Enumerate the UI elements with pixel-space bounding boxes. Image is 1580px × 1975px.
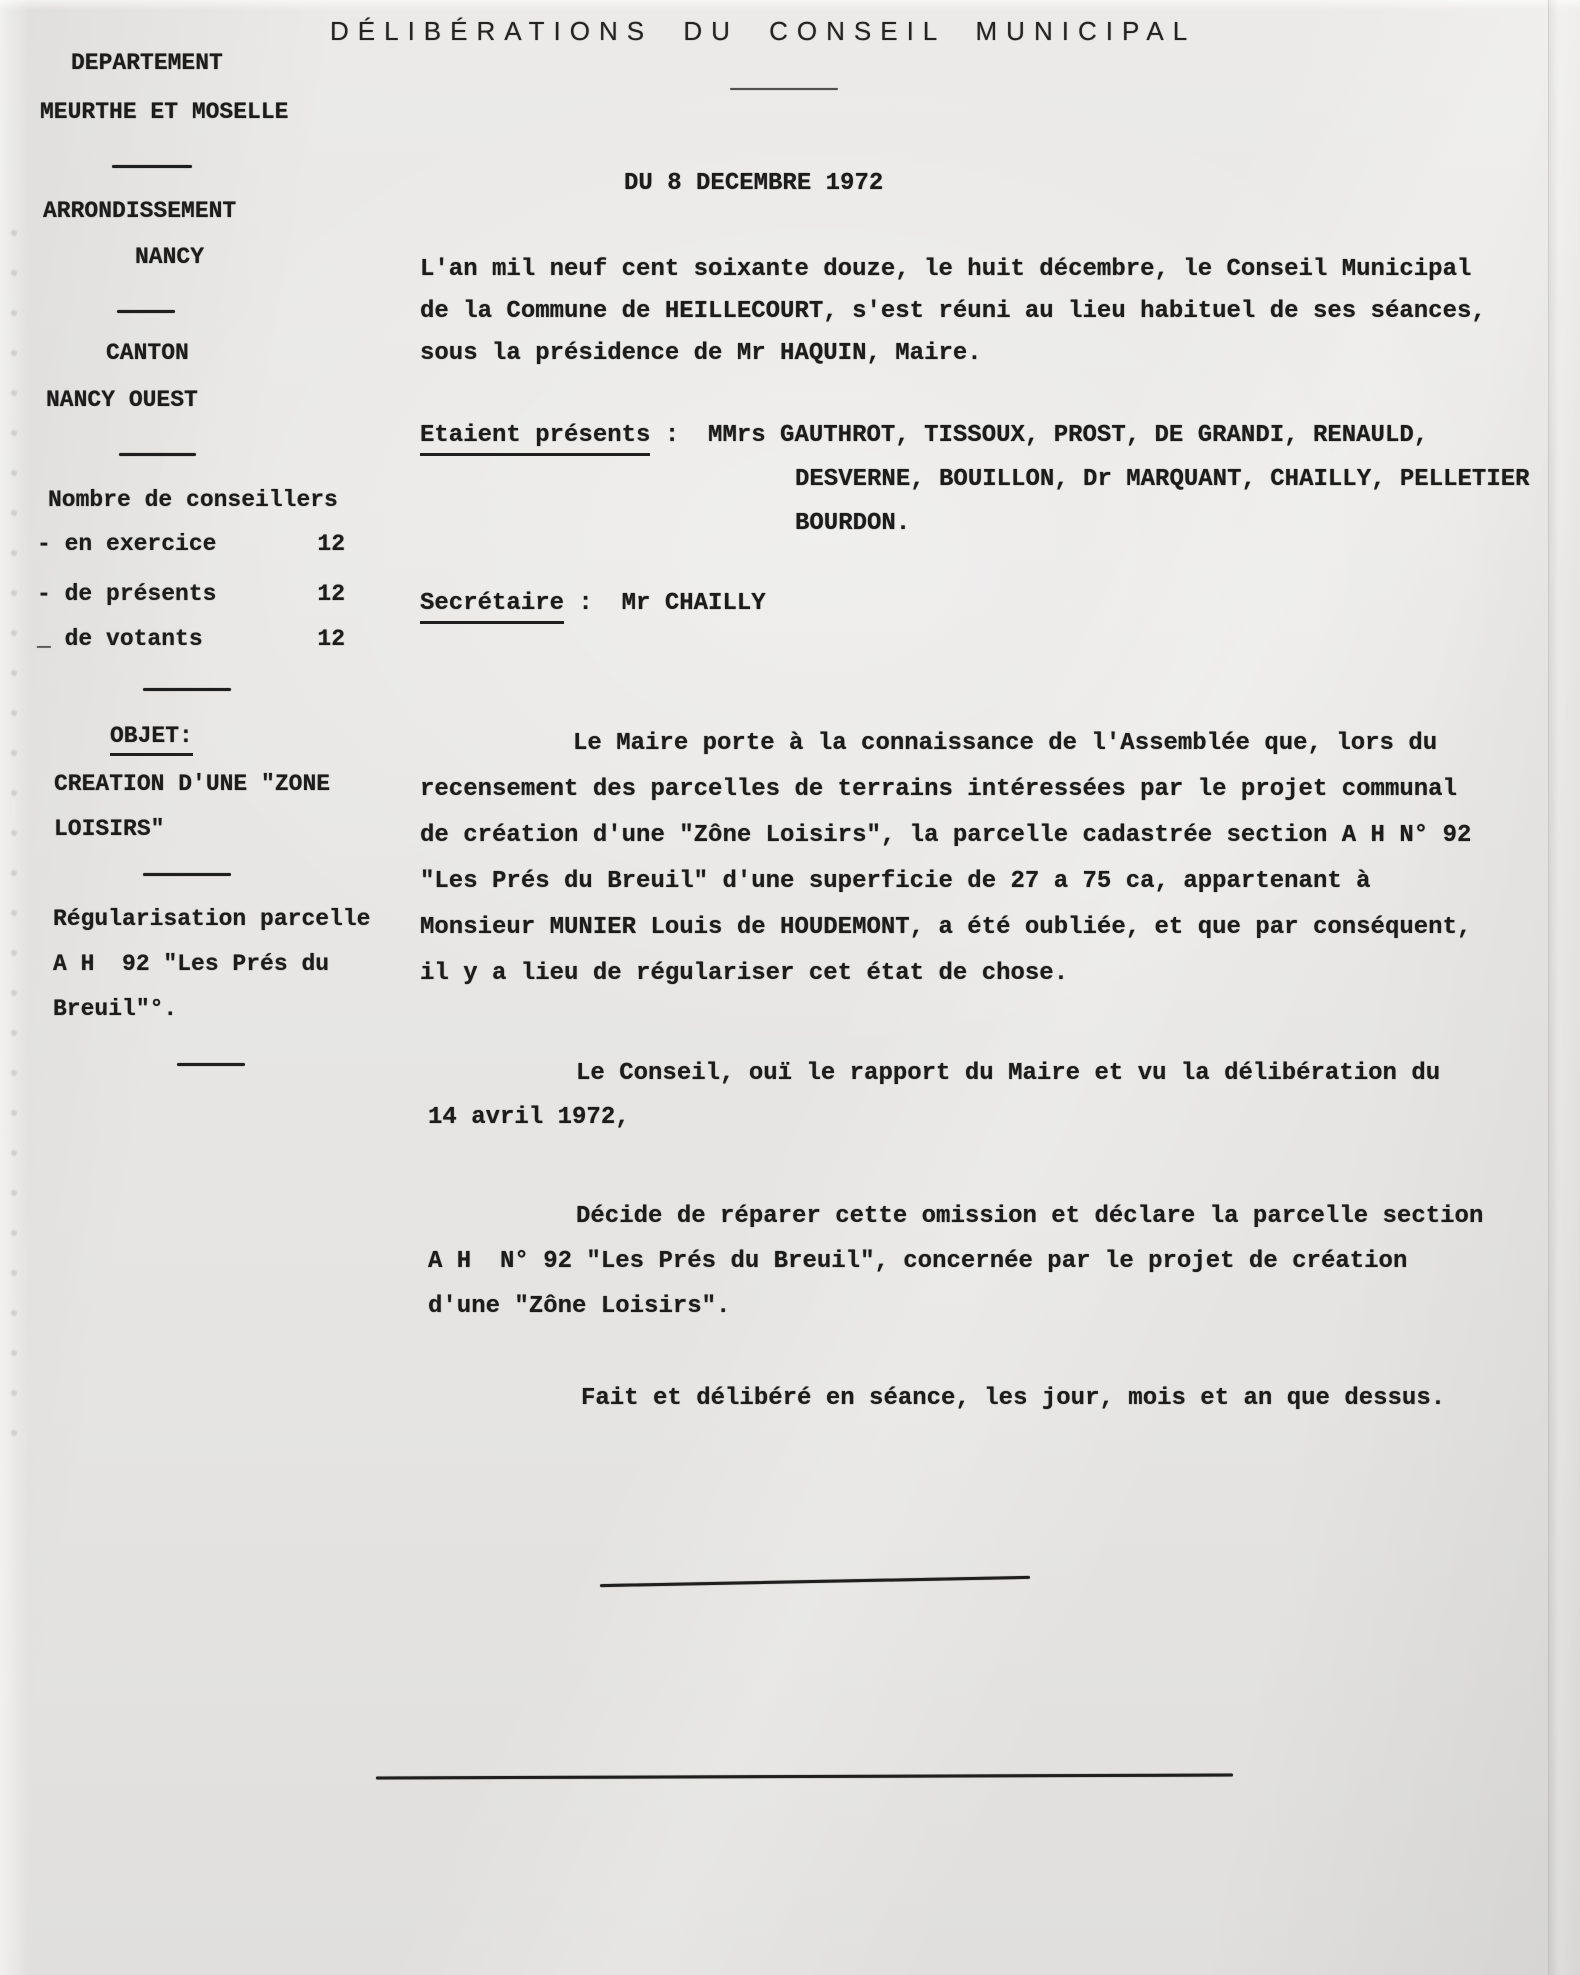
secretaire-line bbox=[420, 592, 766, 616]
paper-top-edge bbox=[0, 0, 1580, 10]
counters-title: Nombre de conseillers bbox=[48, 487, 338, 513]
expose-line-6: il y a lieu de régulariser cet état de chose. bbox=[420, 960, 1069, 987]
expose-line-4: "Les Prés du Breuil" d'une superficie de 27 a 75 ca, appartenant à bbox=[420, 868, 1371, 895]
presents-names-1: MMrs GAUTHROT, TISSOUX, PROST, DE GRANDI, RENAULD, bbox=[708, 422, 1429, 449]
objet-label-text: OBJET: bbox=[110, 723, 193, 756]
paper-right-edge bbox=[1548, 0, 1580, 1975]
presents-line-2: DESVERNE, BOUILLON, Dr MARQUANT, CHAILLY, PELLETIER bbox=[795, 466, 1530, 493]
sidebar-rule-3 bbox=[119, 453, 196, 456]
sidebar-rule-2 bbox=[117, 310, 175, 313]
secretaire-label: Secrétaire bbox=[420, 590, 564, 624]
departement-value: MEURTHE ET MOSELLE bbox=[40, 99, 289, 125]
opening-line-2: de la Commune de HEILLECOURT, s'est réuni au lieu habituel de ses séances, bbox=[420, 298, 1486, 325]
opening-line-1: L'an mil neuf cent soixante douze, le huit décembre, le Conseil Municipal bbox=[420, 256, 1472, 283]
sidebar-rule-5 bbox=[143, 873, 231, 876]
document-title: DÉLIBÉRATIONS DU CONSEIL MUNICIPAL bbox=[330, 16, 1197, 46]
counter-label: - en exercice bbox=[37, 531, 217, 557]
sidebar-rule-6 bbox=[177, 1063, 245, 1066]
presents-line-3: BOURDON. bbox=[795, 510, 911, 537]
signature-rule-short bbox=[600, 1576, 1030, 1587]
canton-label: CANTON bbox=[106, 340, 189, 366]
counter-value: 12 bbox=[317, 531, 345, 557]
counter-label: - de présents bbox=[37, 581, 217, 607]
expose-line-5: Monsieur MUNIER Louis de HOUDEMONT, a été oubliée, et que par conséquent, bbox=[420, 914, 1472, 941]
counter-value: 12 bbox=[317, 626, 345, 652]
secretaire-value: Mr CHAILLY bbox=[621, 590, 766, 617]
paper-perforation-edge bbox=[8, 225, 20, 1455]
session-date: DU 8 DECEMBRE 1972 bbox=[624, 170, 884, 197]
conseil-line-1: Le Conseil, ouï le rapport du Maire et vu la délibération du bbox=[576, 1060, 1441, 1087]
expose-line-1: Le Maire porte à la connaissance de l'Assemblée que, lors du bbox=[573, 730, 1438, 757]
counter-de-presents bbox=[37, 583, 345, 606]
presents-label: Etaient présents bbox=[420, 422, 650, 456]
counter-de-votants bbox=[37, 628, 345, 651]
counter-value: 12 bbox=[317, 581, 345, 607]
counter-label: _ de votants bbox=[37, 626, 203, 652]
note-line-2: A H 92 "Les Prés du bbox=[53, 951, 330, 977]
arrondissement-label: ARRONDISSEMENT bbox=[43, 198, 237, 224]
secretaire-colon: : bbox=[564, 590, 622, 617]
presents-colon: : bbox=[650, 422, 709, 449]
objet-line-1: CREATION D'UNE "ZONE bbox=[54, 771, 331, 797]
presents-line-1 bbox=[420, 424, 1428, 448]
opening-line-3: sous la présidence de Mr HAQUIN, Maire. bbox=[420, 340, 982, 367]
objet-label bbox=[110, 725, 193, 748]
objet-line-2: LOISIRS" bbox=[54, 816, 165, 842]
decide-line-3: d'une "Zône Loisirs". bbox=[428, 1293, 731, 1320]
decide-line-1: Décide de réparer cette omission et déclare la parcelle section bbox=[576, 1203, 1484, 1230]
departement-label: DEPARTEMENT bbox=[71, 50, 223, 76]
expose-line-3: de création d'une "Zône Loisirs", la parcelle cadastrée section A H N° 92 bbox=[420, 822, 1472, 849]
decide-line-2: A H N° 92 "Les Prés du Breuil", concernée par le projet de création bbox=[428, 1248, 1408, 1275]
canton-value: NANCY OUEST bbox=[46, 387, 198, 413]
closing-line: Fait et délibéré en séance, les jour, mois et an que dessus. bbox=[581, 1385, 1446, 1412]
conseil-line-2: 14 avril 1972, bbox=[428, 1104, 630, 1131]
note-line-3: Breuil"°. bbox=[53, 996, 178, 1022]
expose-line-2: recensement des parcelles de terrains intéressées par le projet communal bbox=[420, 776, 1457, 803]
signature-rule-long bbox=[376, 1774, 1233, 1780]
sidebar-rule-1 bbox=[112, 165, 192, 168]
title-rule bbox=[730, 88, 838, 90]
sidebar-rule-4 bbox=[143, 688, 231, 691]
note-line-1: Régularisation parcelle bbox=[53, 906, 371, 932]
arrondissement-value: NANCY bbox=[135, 244, 205, 270]
counter-en-exercice bbox=[37, 533, 345, 556]
